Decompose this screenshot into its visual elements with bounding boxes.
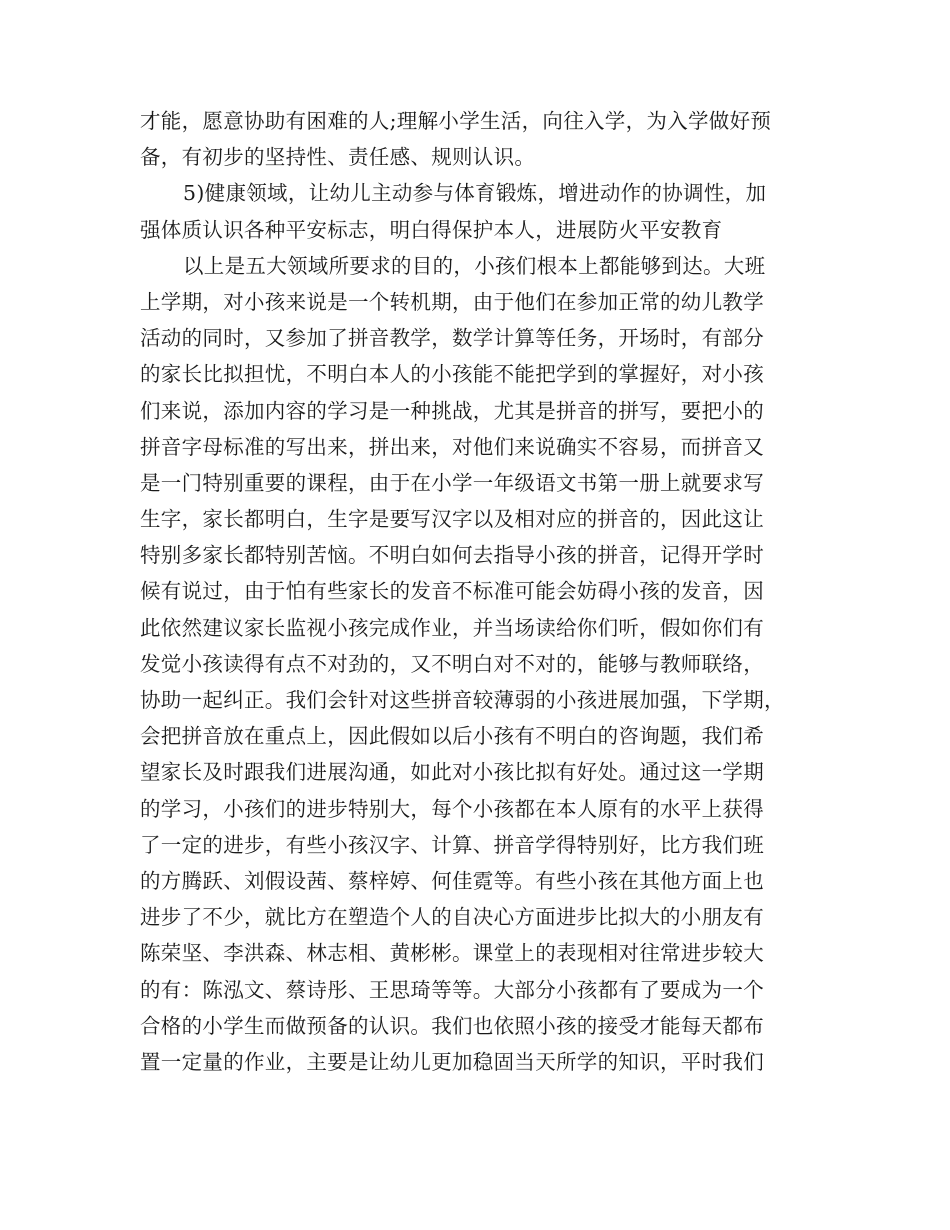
text-line: 活动的同时，又参加了拼音教学，数学计算等任务，开场时，有部分 [140, 326, 764, 351]
text-line: 5)健康领域，让幼儿主动参与体育锻炼，增进动作的协调性，加 [183, 181, 767, 206]
text-line: 的有：陈泓文、蔡诗彤、王思琦等等。大部分小孩都有了要成为一个 [140, 977, 764, 1002]
text-line: 才能，愿意协助有困难的人;理解小学生活，向往入学，为入学做好预 [140, 109, 772, 133]
text-line: 的方腾跃、刘假设茜、蔡梓婷、何佳霓等。有些小孩在其他方面上也 [140, 868, 764, 893]
text-line: 进步了不少，就比方在塑造个人的自决心方面进步比拟大的小朋友有 [140, 905, 764, 930]
text-line: 上学期，对小孩来说是一个转机期，由于他们在参加正常的幼儿教学 [140, 289, 764, 314]
text-line: 特别多家长都特别苦恼。不明白如何去指导小孩的拼音，记得开学时 [140, 543, 764, 568]
text-line: 候有说过，由于怕有些家长的发音不标准可能会妨碍小孩的发音，因 [140, 579, 764, 604]
text-line: 置一定量的作业，主要是让幼儿更加稳固当天所学的知识，平时我们 [140, 1049, 764, 1074]
text-line: 强体质认识各种平安标志，明白得保护本人，进展防火平安教育 [140, 217, 723, 242]
body-text [140, 103, 830, 1080]
text-line: 以上是五大领域所要求的目的，小孩们根本上都能够到达。大班 [183, 253, 766, 278]
text-line: 会把拼音放在重点上，因此假如以后小孩有不明白的咨询题，我们希 [140, 724, 764, 749]
text-line: 陈荣坚、李洪森、林志相、黄彬彬。课堂上的表现相对往常进步较大 [140, 941, 764, 966]
text-line: 合格的小学生而做预备的认识。我们也依照小孩的接受才能每天都布 [140, 1013, 764, 1038]
text-line: 生字，家长都明白，生字是要写汉字以及相对应的拼音的，因此这让 [140, 507, 764, 532]
text-line: 望家长及时跟我们进展沟通，如此对小孩比拟有好处。通过这一学期 [140, 760, 764, 785]
text-line: 拼音字母标准的写出来，拼出来，对他们来说确实不容易，而拼音又 [140, 434, 764, 459]
text-line: 协助一起纠正。我们会针对这些拼音较薄弱的小孩进展加强，下学期， [140, 688, 785, 712]
text-line: 的家长比拟担忧，不明白本人的小孩能不能把学到的掌握好，对小孩 [140, 362, 764, 387]
text-line: 备，有初步的坚持性、责任感、规则认识。 [140, 145, 536, 170]
text-line: 了一定的进步，有些小孩汉字、计算、拼音学得特别好，比方我们班 [140, 832, 764, 857]
text-line: 此依然建议家长监视小孩完成作业，并当场读给你们听，假如你们有 [140, 615, 764, 640]
text-line: 的学习，小孩们的进步特别大，每个小孩都在本人原有的水平上获得 [140, 796, 764, 821]
text-line: 是一门特别重要的课程，由于在小学一年级语文书第一册上就要求写 [140, 470, 764, 495]
text-line: 发觉小孩读得有点不对劲的，又不明白对不对的，能够与教师联络， [140, 651, 764, 676]
text-line: 们来说，添加内容的学习是一种挑战，尤其是拼音的拼写，要把小的 [140, 398, 764, 423]
